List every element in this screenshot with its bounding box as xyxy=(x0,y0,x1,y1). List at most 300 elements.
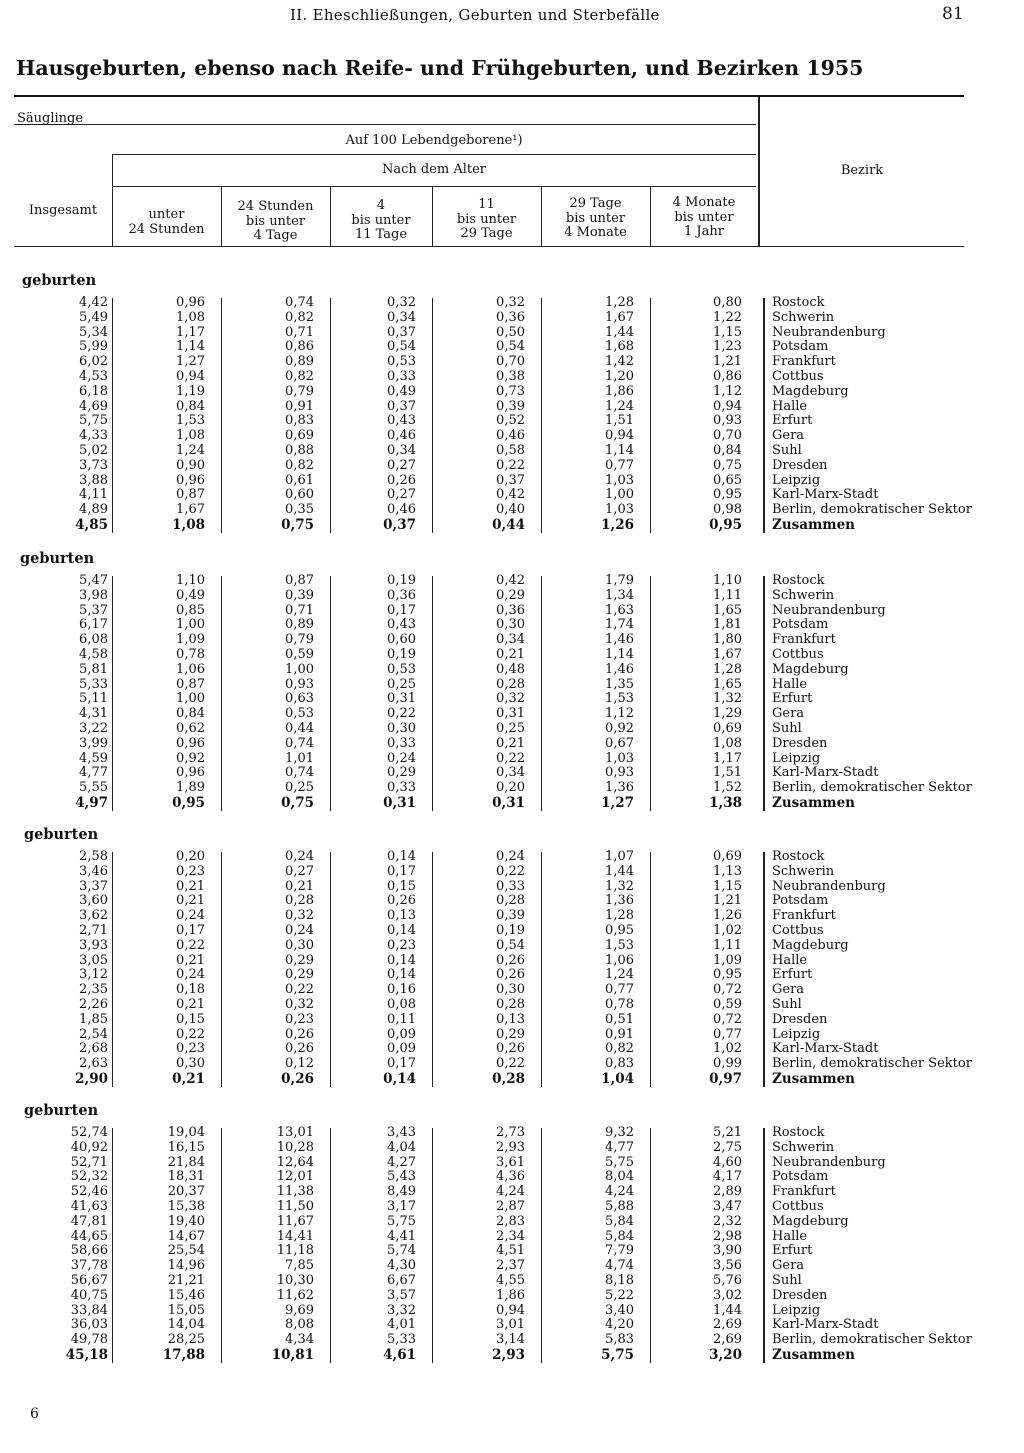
cell-insgesamt: 4,85 xyxy=(75,517,108,533)
cell-4-bis-11-tage: 5,74 xyxy=(387,1243,416,1259)
district-name: Leipzig xyxy=(772,472,821,488)
column-divider xyxy=(650,1128,651,1363)
cell-11-bis-29-tage: 0,37 xyxy=(496,472,525,488)
cell-4-bis-11-tage: 0,15 xyxy=(387,878,416,894)
cell-4-monate-bis-1-jahr: 0,75 xyxy=(713,457,742,473)
district-name: Dresden xyxy=(772,735,828,751)
district-name: Dresden xyxy=(772,1011,828,1027)
cell-insgesamt: 5,47 xyxy=(79,573,108,588)
cell-24-stunden-bis-4-tage: 12,64 xyxy=(276,1154,314,1170)
header-rule-alter xyxy=(112,186,756,187)
cell-unter-24-stunden: 0,49 xyxy=(176,587,205,603)
cell-29-tage-bis-4-monate: 4,77 xyxy=(605,1139,634,1155)
cell-11-bis-29-tage: 3,14 xyxy=(496,1332,525,1348)
cell-11-bis-29-tage: 0,28 xyxy=(496,893,525,909)
cell-24-stunden-bis-4-tage: 0,26 xyxy=(285,1026,314,1042)
cell-insgesamt: 2,26 xyxy=(79,997,108,1012)
cell-insgesamt: 4,69 xyxy=(79,398,108,414)
cell-unter-24-stunden: 19,40 xyxy=(167,1213,205,1229)
district-name: Leipzig xyxy=(772,750,821,766)
district-name: Magdeburg xyxy=(772,937,849,953)
cell-4-monate-bis-1-jahr: 1,26 xyxy=(713,908,742,924)
district-total: Zusammen xyxy=(772,1071,855,1087)
cell-insgesamt: 52,71 xyxy=(70,1154,108,1170)
cell-4-bis-11-tage: 0,26 xyxy=(387,893,416,909)
cell-insgesamt: 2,71 xyxy=(79,923,108,938)
cell-29-tage-bis-4-monate: 1,67 xyxy=(605,309,634,325)
cell-24-stunden-bis-4-tage: 0,79 xyxy=(285,632,314,648)
cell-29-tage-bis-4-monate: 0,83 xyxy=(605,1056,634,1072)
cell-insgesamt: 5,37 xyxy=(79,602,108,618)
section-label: geburten xyxy=(24,826,99,843)
cell-4-monate-bis-1-jahr: 1,12 xyxy=(713,383,742,399)
cell-24-stunden-bis-4-tage: 7,85 xyxy=(285,1258,314,1274)
cell-unter-24-stunden: 0,21 xyxy=(176,878,205,894)
district-name: Gera xyxy=(772,1258,805,1274)
cell-insgesamt: 3,99 xyxy=(79,735,108,751)
cell-29-tage-bis-4-monate: 5,22 xyxy=(605,1287,634,1303)
cell-4-bis-11-tage: 0,14 xyxy=(383,1071,416,1087)
cell-unter-24-stunden: 0,24 xyxy=(176,908,205,924)
cell-29-tage-bis-4-monate: 7,79 xyxy=(605,1243,634,1259)
cell-insgesamt: 5,49 xyxy=(79,309,108,325)
cell-29-tage-bis-4-monate: 4,74 xyxy=(605,1258,634,1274)
cell-4-bis-11-tage: 0,49 xyxy=(387,383,416,399)
cell-11-bis-29-tage: 0,13 xyxy=(496,1011,525,1027)
cell-4-bis-11-tage: 0,14 xyxy=(387,849,416,864)
cell-unter-24-stunden: 1,14 xyxy=(176,339,205,355)
cell-4-monate-bis-1-jahr: 2,98 xyxy=(713,1228,742,1244)
cell-24-stunden-bis-4-tage: 0,82 xyxy=(285,457,314,473)
cell-4-bis-11-tage: 0,17 xyxy=(387,863,416,879)
cell-4-bis-11-tage: 0,16 xyxy=(387,982,416,998)
cell-24-stunden-bis-4-tage: 0,32 xyxy=(285,997,314,1012)
cell-insgesamt: 2,58 xyxy=(79,849,108,864)
cell-4-monate-bis-1-jahr: 1,17 xyxy=(713,750,742,766)
cell-11-bis-29-tage: 2,37 xyxy=(496,1258,525,1274)
district-name: Gera xyxy=(772,706,805,722)
cell-insgesamt: 37,78 xyxy=(70,1258,108,1274)
cell-unter-24-stunden: 19,04 xyxy=(167,1125,205,1140)
cell-4-bis-11-tage: 0,26 xyxy=(387,472,416,488)
cell-4-monate-bis-1-jahr: 1,81 xyxy=(713,617,742,633)
cell-29-tage-bis-4-monate: 5,84 xyxy=(605,1228,634,1244)
cell-insgesamt: 40,92 xyxy=(70,1139,108,1155)
cell-insgesamt: 3,88 xyxy=(79,472,108,488)
cell-4-monate-bis-1-jahr: 0,95 xyxy=(709,517,742,533)
cell-11-bis-29-tage: 0,52 xyxy=(496,413,525,429)
cell-24-stunden-bis-4-tage: 0,87 xyxy=(285,573,314,588)
district-name: Magdeburg xyxy=(772,1213,849,1229)
cell-4-monate-bis-1-jahr: 4,17 xyxy=(713,1169,742,1185)
title-rule xyxy=(14,95,964,97)
district-name: Erfurt xyxy=(772,691,813,707)
cell-4-bis-11-tage: 3,43 xyxy=(387,1125,416,1140)
cell-11-bis-29-tage: 0,24 xyxy=(496,849,525,864)
district-name: Magdeburg xyxy=(772,661,849,677)
cell-11-bis-29-tage: 0,32 xyxy=(496,691,525,707)
district-name: Schwerin xyxy=(772,587,835,603)
cell-29-tage-bis-4-monate: 1,24 xyxy=(605,398,634,414)
district-name: Halle xyxy=(772,1228,808,1244)
cell-4-monate-bis-1-jahr: 1,52 xyxy=(713,780,742,796)
cell-24-stunden-bis-4-tage: 10,30 xyxy=(276,1273,314,1288)
cell-24-stunden-bis-4-tage: 4,34 xyxy=(285,1332,314,1348)
cell-insgesamt: 4,11 xyxy=(79,487,108,503)
cell-insgesamt: 6,02 xyxy=(79,354,108,370)
cell-11-bis-29-tage: 0,94 xyxy=(496,1302,525,1318)
cell-29-tage-bis-4-monate: 0,67 xyxy=(605,735,634,751)
cell-4-bis-11-tage: 5,75 xyxy=(387,1213,416,1229)
cell-11-bis-29-tage: 0,39 xyxy=(496,398,525,414)
cell-4-bis-11-tage: 0,13 xyxy=(387,908,416,924)
cell-11-bis-29-tage: 0,21 xyxy=(496,735,525,751)
cell-insgesamt: 5,99 xyxy=(79,339,108,355)
cell-11-bis-29-tage: 4,51 xyxy=(496,1243,525,1259)
cell-11-bis-29-tage: 0,22 xyxy=(496,750,525,766)
cell-11-bis-29-tage: 3,01 xyxy=(496,1317,525,1333)
column-divider xyxy=(112,1128,113,1363)
cell-4-monate-bis-1-jahr: 2,32 xyxy=(713,1213,742,1229)
cell-24-stunden-bis-4-tage: 13,01 xyxy=(276,1125,314,1140)
cell-29-tage-bis-4-monate: 1,00 xyxy=(605,487,634,503)
cell-11-bis-29-tage: 2,34 xyxy=(496,1228,525,1244)
cell-24-stunden-bis-4-tage: 0,39 xyxy=(285,587,314,603)
district-name: Berlin, demokratischer Sektor xyxy=(772,1056,972,1072)
cell-11-bis-29-tage: 0,38 xyxy=(496,369,525,384)
district-total: Zusammen xyxy=(772,795,855,811)
cell-insgesamt: 4,42 xyxy=(79,295,108,310)
cell-29-tage-bis-4-monate: 1,53 xyxy=(605,691,634,707)
cell-unter-24-stunden: 1,53 xyxy=(176,413,205,429)
cell-4-bis-11-tage: 0,14 xyxy=(387,923,416,938)
cell-29-tage-bis-4-monate: 1,86 xyxy=(605,383,634,399)
cell-4-monate-bis-1-jahr: 1,21 xyxy=(713,893,742,909)
cell-24-stunden-bis-4-tage: 0,89 xyxy=(285,617,314,633)
cell-11-bis-29-tage: 0,25 xyxy=(496,721,525,736)
cell-4-monate-bis-1-jahr: 1,28 xyxy=(713,661,742,677)
cell-29-tage-bis-4-monate: 4,24 xyxy=(605,1184,634,1200)
cell-11-bis-29-tage: 0,39 xyxy=(496,908,525,924)
cell-4-bis-11-tage: 0,53 xyxy=(387,354,416,370)
cell-unter-24-stunden: 0,18 xyxy=(176,982,205,998)
cell-4-bis-11-tage: 0,43 xyxy=(387,413,416,429)
district-name: Berlin, demokratischer Sektor xyxy=(772,1332,972,1348)
cell-29-tage-bis-4-monate: 1,74 xyxy=(605,617,634,633)
district-name: Erfurt xyxy=(772,413,813,429)
cell-11-bis-29-tage: 4,55 xyxy=(496,1273,525,1288)
cell-24-stunden-bis-4-tage: 0,88 xyxy=(285,443,314,458)
cell-29-tage-bis-4-monate: 0,77 xyxy=(605,982,634,998)
cell-insgesamt: 2,90 xyxy=(75,1071,108,1087)
cell-unter-24-stunden: 0,78 xyxy=(176,647,205,662)
district-name: Karl-Marx-Stadt xyxy=(772,1317,879,1333)
cell-4-monate-bis-1-jahr: 1,80 xyxy=(713,632,742,648)
cell-4-bis-11-tage: 0,60 xyxy=(387,632,416,648)
cell-4-monate-bis-1-jahr: 0,69 xyxy=(713,849,742,864)
cell-insgesamt: 6,18 xyxy=(79,383,108,399)
cell-11-bis-29-tage: 4,36 xyxy=(496,1169,525,1185)
cell-4-bis-11-tage: 4,01 xyxy=(387,1317,416,1333)
cell-4-monate-bis-1-jahr: 1,08 xyxy=(713,735,742,751)
header-rule-per100 xyxy=(112,154,756,155)
section-label: geburten xyxy=(24,1102,99,1119)
cell-24-stunden-bis-4-tage: 0,82 xyxy=(285,309,314,325)
cell-insgesamt: 58,66 xyxy=(70,1243,108,1259)
header-age-col-3: 4 bis unter 11 Tage xyxy=(351,198,411,242)
cell-24-stunden-bis-4-tage: 0,12 xyxy=(285,1056,314,1072)
cell-24-stunden-bis-4-tage: 0,28 xyxy=(285,893,314,909)
cell-11-bis-29-tage: 0,29 xyxy=(496,1026,525,1042)
cell-29-tage-bis-4-monate: 0,82 xyxy=(605,1041,634,1057)
cell-29-tage-bis-4-monate: 1,42 xyxy=(605,354,634,370)
cell-4-monate-bis-1-jahr: 1,23 xyxy=(713,339,742,355)
cell-4-bis-11-tage: 4,04 xyxy=(387,1139,416,1155)
district-name: Neubrandenburg xyxy=(772,324,886,340)
cell-24-stunden-bis-4-tage: 0,89 xyxy=(285,354,314,370)
cell-4-monate-bis-1-jahr: 0,97 xyxy=(709,1071,742,1087)
cell-24-stunden-bis-4-tage: 0,74 xyxy=(285,735,314,751)
district-name: Berlin, demokratischer Sektor xyxy=(772,502,972,518)
cell-29-tage-bis-4-monate: 1,07 xyxy=(605,849,634,864)
cell-4-monate-bis-1-jahr: 5,21 xyxy=(713,1125,742,1140)
cell-24-stunden-bis-4-tage: 0,26 xyxy=(281,1071,314,1087)
cell-insgesamt: 52,32 xyxy=(70,1169,108,1185)
cell-29-tage-bis-4-monate: 5,88 xyxy=(605,1199,634,1214)
cell-4-bis-11-tage: 0,09 xyxy=(387,1026,416,1042)
cell-11-bis-29-tage: 0,31 xyxy=(492,795,525,811)
cell-unter-24-stunden: 0,20 xyxy=(176,849,205,864)
cell-4-monate-bis-1-jahr: 1,13 xyxy=(713,863,742,879)
header-age-col-5: 29 Tage bis unter 4 Monate xyxy=(564,196,627,240)
district-name: Potsdam xyxy=(772,339,829,355)
cell-4-monate-bis-1-jahr: 0,80 xyxy=(713,295,742,310)
column-divider xyxy=(112,852,113,1087)
cell-unter-24-stunden: 0,84 xyxy=(176,706,205,722)
cell-unter-24-stunden: 0,62 xyxy=(176,721,205,736)
cell-4-bis-11-tage: 8,49 xyxy=(387,1184,416,1200)
cell-4-monate-bis-1-jahr: 0,65 xyxy=(713,472,742,488)
header-divider-bezirk xyxy=(758,97,760,246)
district-total: Zusammen xyxy=(772,517,855,533)
cell-4-monate-bis-1-jahr: 1,44 xyxy=(713,1302,742,1318)
cell-24-stunden-bis-4-tage: 1,01 xyxy=(285,750,314,766)
cell-unter-24-stunden: 0,22 xyxy=(176,1026,205,1042)
cell-unter-24-stunden: 0,21 xyxy=(176,997,205,1012)
cell-4-bis-11-tage: 4,41 xyxy=(387,1228,416,1244)
cell-11-bis-29-tage: 0,19 xyxy=(496,923,525,938)
header-nach-alter: Nach dem Alter xyxy=(381,162,487,177)
cell-29-tage-bis-4-monate: 1,53 xyxy=(605,937,634,953)
cell-24-stunden-bis-4-tage: 0,75 xyxy=(281,795,314,811)
cell-insgesamt: 2,68 xyxy=(79,1041,108,1057)
cell-24-stunden-bis-4-tage: 11,62 xyxy=(276,1287,314,1303)
cell-11-bis-29-tage: 0,33 xyxy=(496,878,525,894)
cell-24-stunden-bis-4-tage: 0,71 xyxy=(285,324,314,340)
district-name: Potsdam xyxy=(772,1169,829,1185)
cell-insgesamt: 40,75 xyxy=(70,1287,108,1303)
cell-insgesamt: 6,08 xyxy=(79,632,108,648)
district-name: Potsdam xyxy=(772,617,829,633)
cell-unter-24-stunden: 0,21 xyxy=(172,1071,205,1087)
cell-24-stunden-bis-4-tage: 14,41 xyxy=(276,1228,314,1244)
cell-24-stunden-bis-4-tage: 0,24 xyxy=(285,923,314,938)
cell-11-bis-29-tage: 0,31 xyxy=(496,706,525,722)
cell-29-tage-bis-4-monate: 0,51 xyxy=(605,1011,634,1027)
bezirk-divider xyxy=(763,1128,765,1363)
cell-4-bis-11-tage: 4,61 xyxy=(383,1347,416,1363)
cell-24-stunden-bis-4-tage: 0,63 xyxy=(285,691,314,707)
cell-4-monate-bis-1-jahr: 1,51 xyxy=(713,765,742,781)
cell-24-stunden-bis-4-tage: 8,08 xyxy=(285,1317,314,1333)
cell-4-monate-bis-1-jahr: 1,65 xyxy=(713,676,742,692)
cell-unter-24-stunden: 0,21 xyxy=(176,952,205,968)
cell-insgesamt: 44,65 xyxy=(70,1228,108,1244)
district-name: Potsdam xyxy=(772,893,829,909)
cell-insgesamt: 3,93 xyxy=(79,937,108,953)
cell-11-bis-29-tage: 0,22 xyxy=(496,1056,525,1072)
cell-unter-24-stunden: 0,17 xyxy=(176,923,205,938)
cell-4-bis-11-tage: 0,17 xyxy=(387,1056,416,1072)
cell-4-monate-bis-1-jahr: 4,60 xyxy=(713,1154,742,1170)
district-name: Gera xyxy=(772,428,805,444)
district-name: Leipzig xyxy=(772,1026,821,1042)
cell-4-bis-11-tage: 3,32 xyxy=(387,1302,416,1318)
cell-unter-24-stunden: 20,37 xyxy=(167,1184,205,1200)
cell-4-bis-11-tage: 0,25 xyxy=(387,676,416,692)
cell-24-stunden-bis-4-tage: 0,23 xyxy=(285,1011,314,1027)
cell-29-tage-bis-4-monate: 5,75 xyxy=(605,1154,634,1170)
cell-24-stunden-bis-4-tage: 0,26 xyxy=(285,1041,314,1057)
cell-insgesamt: 4,97 xyxy=(75,795,108,811)
cell-11-bis-29-tage: 0,28 xyxy=(496,997,525,1012)
cell-29-tage-bis-4-monate: 0,93 xyxy=(605,765,634,781)
cell-insgesamt: 4,53 xyxy=(79,369,108,384)
header-age-col-4: 11 bis unter 29 Tage xyxy=(456,197,517,241)
cell-4-bis-11-tage: 0,24 xyxy=(387,750,416,766)
cell-11-bis-29-tage: 3,61 xyxy=(496,1154,525,1170)
cell-4-bis-11-tage: 3,57 xyxy=(387,1287,416,1303)
cell-24-stunden-bis-4-tage: 0,93 xyxy=(285,676,314,692)
cell-29-tage-bis-4-monate: 1,35 xyxy=(605,676,634,692)
cell-insgesamt: 3,73 xyxy=(79,457,108,473)
cell-insgesamt: 5,34 xyxy=(79,324,108,340)
cell-unter-24-stunden: 1,06 xyxy=(176,661,205,677)
cell-4-bis-11-tage: 0,33 xyxy=(387,780,416,796)
cell-4-monate-bis-1-jahr: 5,76 xyxy=(713,1273,742,1288)
cell-4-monate-bis-1-jahr: 1,67 xyxy=(713,647,742,662)
cell-insgesamt: 36,03 xyxy=(70,1317,108,1333)
cell-4-bis-11-tage: 0,23 xyxy=(387,937,416,953)
district-name: Suhl xyxy=(772,997,802,1012)
cell-4-bis-11-tage: 0,19 xyxy=(387,573,416,588)
cell-11-bis-29-tage: 2,93 xyxy=(496,1139,525,1155)
cell-insgesamt: 3,05 xyxy=(79,952,108,968)
bezirk-divider xyxy=(763,576,765,811)
cell-unter-24-stunden: 0,85 xyxy=(176,602,205,618)
cell-insgesamt: 3,46 xyxy=(79,863,108,879)
district-name: Frankfurt xyxy=(772,632,836,648)
cell-unter-24-stunden: 0,24 xyxy=(176,967,205,983)
district-name: Suhl xyxy=(772,443,802,458)
cell-24-stunden-bis-4-tage: 0,71 xyxy=(285,602,314,618)
cell-4-bis-11-tage: 0,34 xyxy=(387,443,416,458)
cell-11-bis-29-tage: 0,26 xyxy=(496,1041,525,1057)
cell-insgesamt: 4,77 xyxy=(79,765,108,781)
column-divider xyxy=(432,1128,433,1363)
district-name: Dresden xyxy=(772,457,828,473)
cell-4-bis-11-tage: 0,22 xyxy=(387,706,416,722)
cell-insgesamt: 5,33 xyxy=(79,676,108,692)
cell-11-bis-29-tage: 0,26 xyxy=(496,967,525,983)
cell-4-monate-bis-1-jahr: 1,09 xyxy=(713,952,742,968)
cell-insgesamt: 56,67 xyxy=(70,1273,108,1288)
cell-4-bis-11-tage: 0,36 xyxy=(387,587,416,603)
cell-unter-24-stunden: 0,84 xyxy=(176,398,205,414)
cell-24-stunden-bis-4-tage: 0,22 xyxy=(285,982,314,998)
cell-4-monate-bis-1-jahr: 3,47 xyxy=(713,1199,742,1214)
cell-24-stunden-bis-4-tage: 0,83 xyxy=(285,413,314,429)
column-divider xyxy=(432,852,433,1087)
cell-4-bis-11-tage: 0,46 xyxy=(387,502,416,518)
cell-11-bis-29-tage: 0,54 xyxy=(496,339,525,355)
cell-11-bis-29-tage: 0,32 xyxy=(496,295,525,310)
cell-insgesamt: 2,63 xyxy=(79,1056,108,1072)
cell-unter-24-stunden: 1,27 xyxy=(176,354,205,370)
header-age-col-6: 4 Monate bis unter 1 Jahr xyxy=(672,195,736,239)
district-name: Frankfurt xyxy=(772,1184,836,1200)
cell-unter-24-stunden: 0,21 xyxy=(176,893,205,909)
cell-4-monate-bis-1-jahr: 1,21 xyxy=(713,354,742,370)
cell-unter-24-stunden: 0,30 xyxy=(176,1056,205,1072)
cell-24-stunden-bis-4-tage: 0,75 xyxy=(281,517,314,533)
cell-insgesamt: 5,55 xyxy=(79,780,108,796)
cell-4-monate-bis-1-jahr: 3,20 xyxy=(709,1347,742,1363)
cell-24-stunden-bis-4-tage: 0,86 xyxy=(285,339,314,355)
cell-11-bis-29-tage: 0,21 xyxy=(496,647,525,662)
cell-29-tage-bis-4-monate: 1,36 xyxy=(605,780,634,796)
cell-11-bis-29-tage: 0,36 xyxy=(496,602,525,618)
cell-unter-24-stunden: 1,24 xyxy=(176,443,205,458)
cell-11-bis-29-tage: 0,70 xyxy=(496,354,525,370)
cell-unter-24-stunden: 21,84 xyxy=(167,1154,205,1170)
column-divider xyxy=(112,298,113,533)
cell-11-bis-29-tage: 0,46 xyxy=(496,428,525,444)
cell-11-bis-29-tage: 1,86 xyxy=(496,1287,525,1303)
cell-24-stunden-bis-4-tage: 0,24 xyxy=(285,849,314,864)
cell-4-monate-bis-1-jahr: 0,98 xyxy=(713,502,742,518)
cell-unter-24-stunden: 1,08 xyxy=(176,309,205,325)
cell-29-tage-bis-4-monate: 1,44 xyxy=(605,324,634,340)
cell-4-bis-11-tage: 0,11 xyxy=(387,1011,416,1027)
cell-4-bis-11-tage: 0,37 xyxy=(387,324,416,340)
cell-4-monate-bis-1-jahr: 3,02 xyxy=(713,1287,742,1303)
cell-insgesamt: 3,37 xyxy=(79,878,108,894)
column-divider xyxy=(541,298,542,533)
bezirk-divider xyxy=(763,852,765,1087)
cell-24-stunden-bis-4-tage: 0,60 xyxy=(285,487,314,503)
cell-29-tage-bis-4-monate: 1,46 xyxy=(605,661,634,677)
cell-unter-24-stunden: 1,89 xyxy=(176,780,205,796)
cell-insgesamt: 3,22 xyxy=(79,721,108,736)
cell-4-monate-bis-1-jahr: 1,10 xyxy=(713,573,742,588)
cell-insgesamt: 2,35 xyxy=(79,982,108,998)
footer-number: 6 xyxy=(30,1406,39,1422)
cell-24-stunden-bis-4-tage: 0,59 xyxy=(285,647,314,662)
cell-insgesamt: 5,11 xyxy=(79,691,108,707)
cell-4-bis-11-tage: 0,34 xyxy=(387,309,416,325)
cell-4-monate-bis-1-jahr: 0,93 xyxy=(713,413,742,429)
